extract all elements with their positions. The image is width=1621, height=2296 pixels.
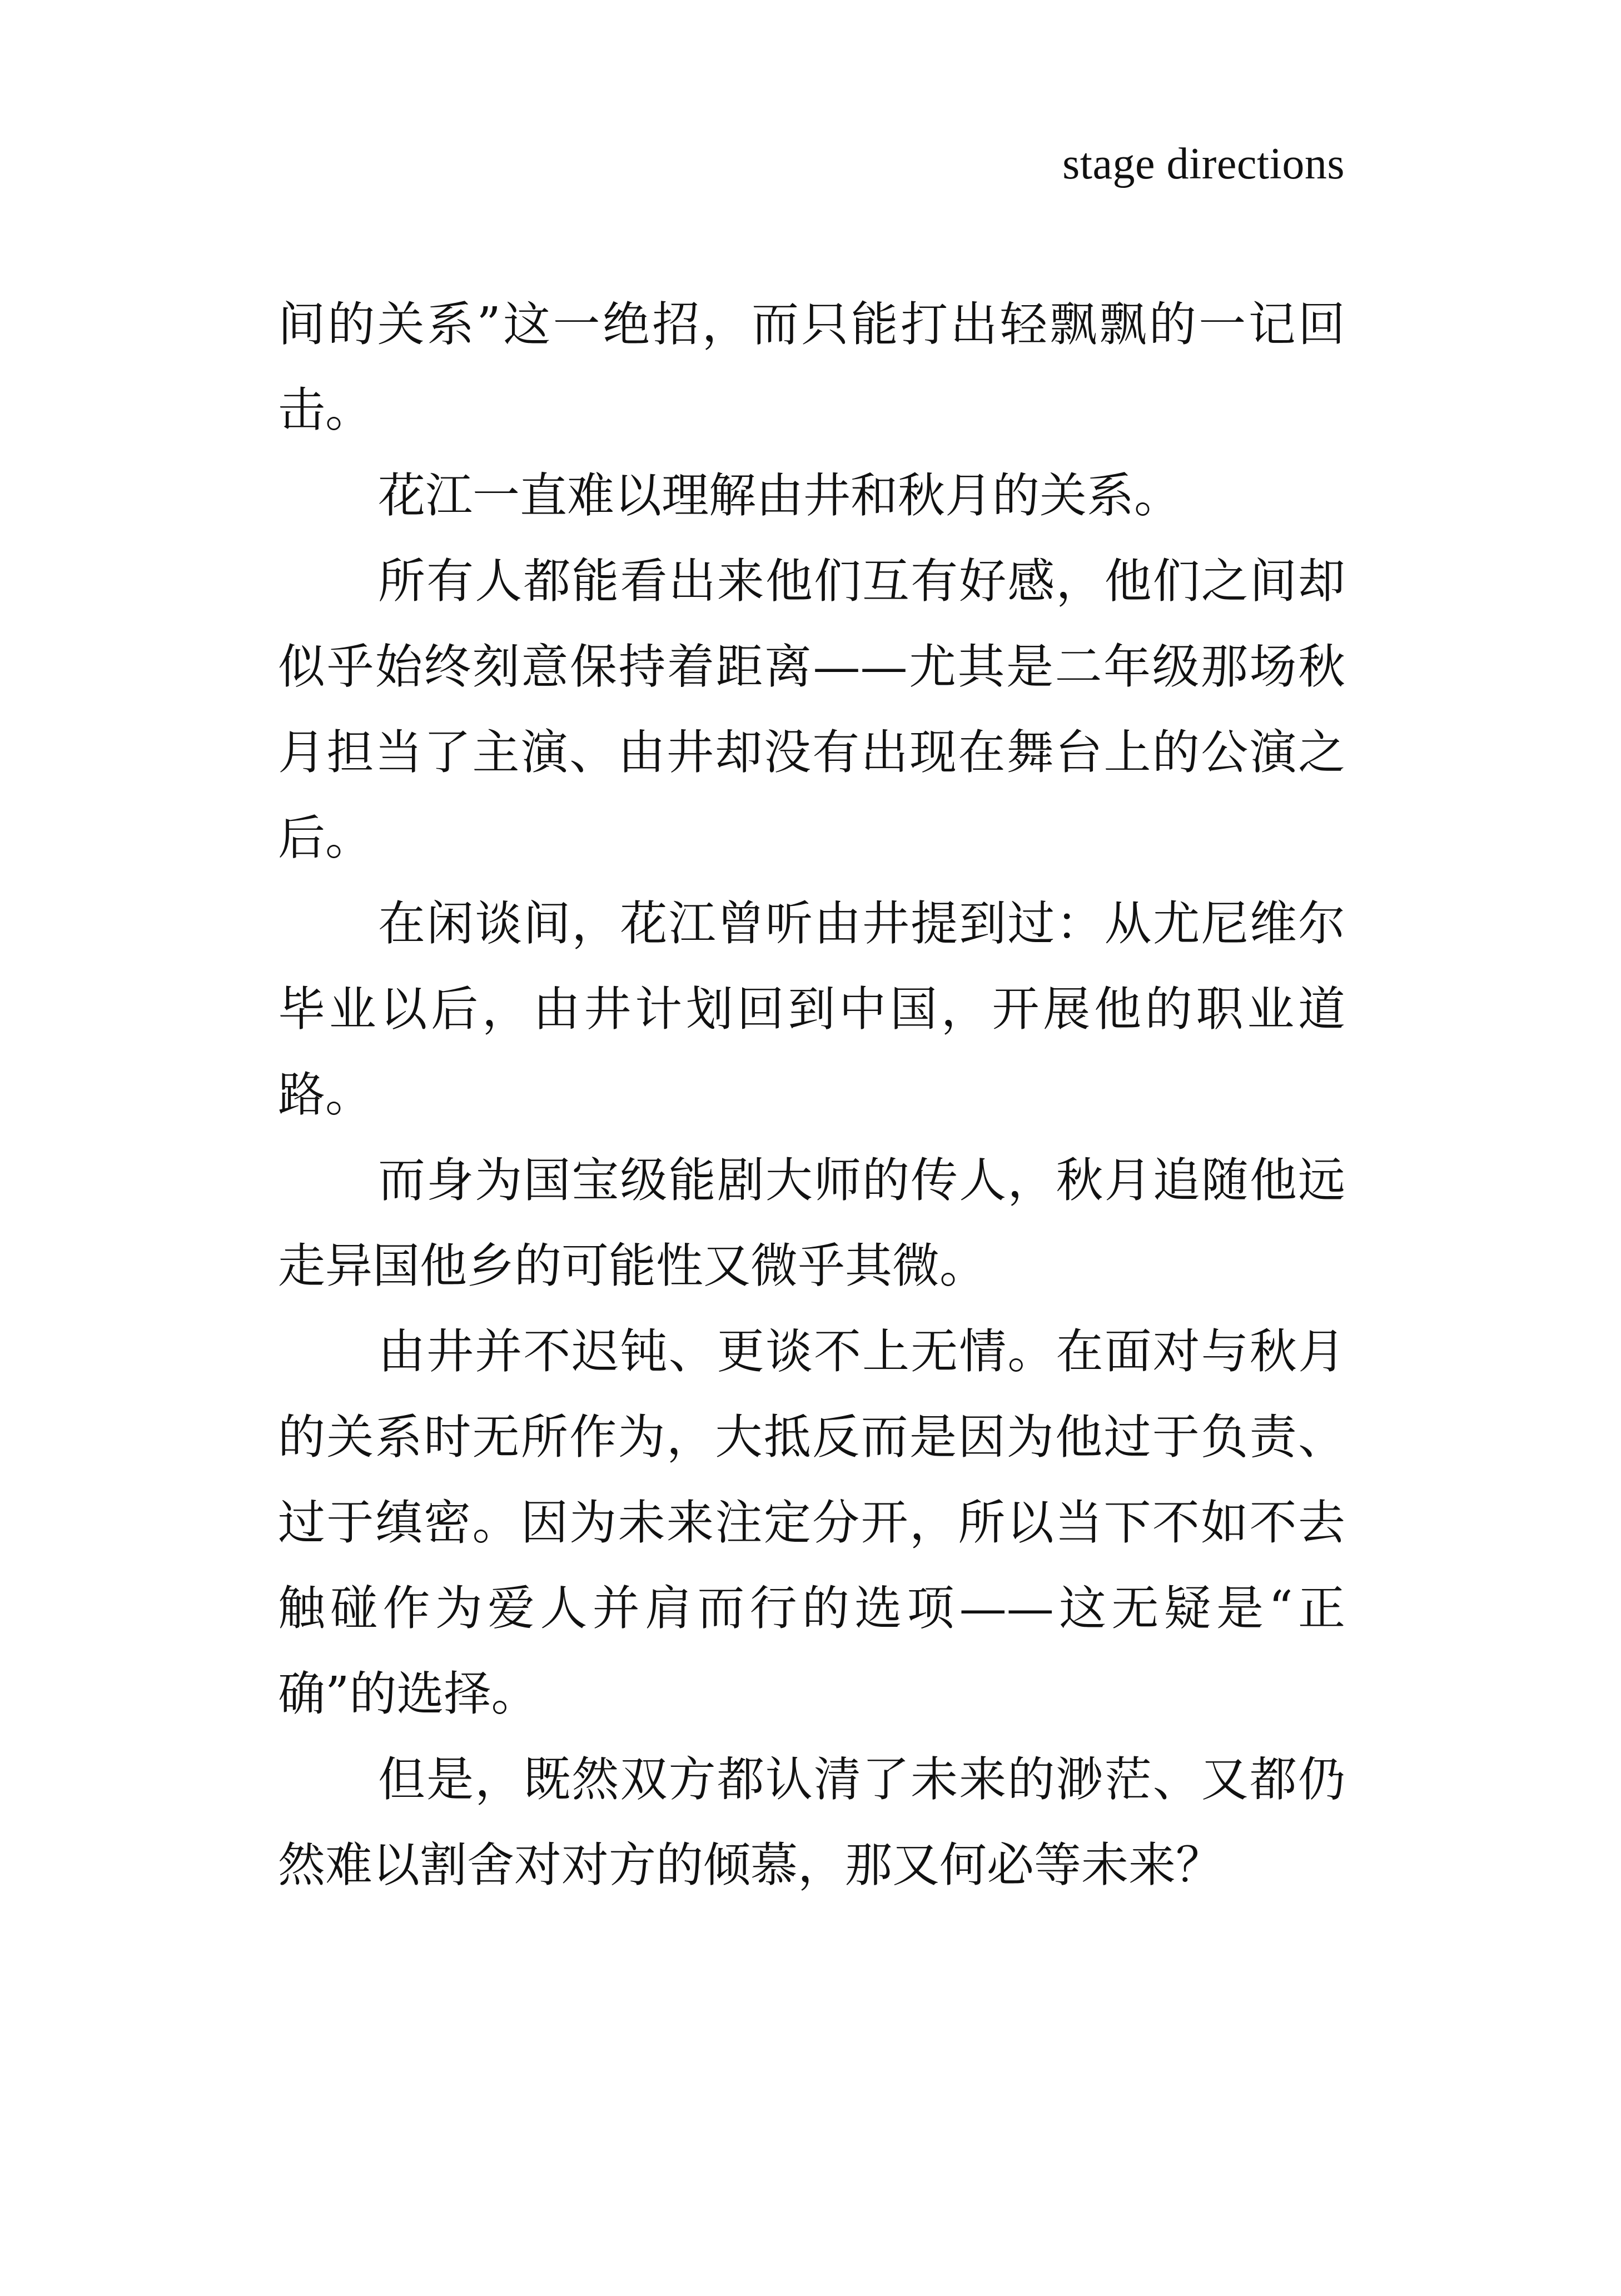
paragraph: 而身为国宝级能剧大师的传人，秋月追随他远走异国他乡的可能性又微乎其微。	[278, 1153, 1345, 1294]
paragraph: 所有人都能看出来他们互有好感，他们之间却似乎始终刻意保持着距离——尤其是二年级那场秋月担当了主演、由井却没有出现在舞台上的公演之后。	[278, 554, 1345, 866]
body-text	[278, 282, 1345, 1909]
running-header: stage directions	[1062, 140, 1345, 188]
paragraph: 花江一直难以理解由井和秋月的关系。	[378, 469, 1182, 524]
paragraph: 但是，既然双方都认清了未来的渺茫、又都仍然难以割舍对对方的倾慕，那又何必等未来？	[278, 1752, 1345, 1893]
paragraph: 在闲谈间，花江曾听由井提到过：从尤尼维尔毕业以后，由井计划回到中国，开展他的职业道路。	[278, 897, 1345, 1123]
paragraph: 由井并不迟钝、更谈不上无情。在面对与秋月的关系时无所作为，大抵反而是因为他过于负责、过于缜密。因为未来注定分开，所以当下不如不去触碰作为爱人并肩而行的选项——这无疑是“正确”的选择。	[278, 1324, 1345, 1722]
paragraph-continued: 间的关系”这一绝招，而只能打出轻飘飘的一记回击。	[278, 297, 1345, 438]
